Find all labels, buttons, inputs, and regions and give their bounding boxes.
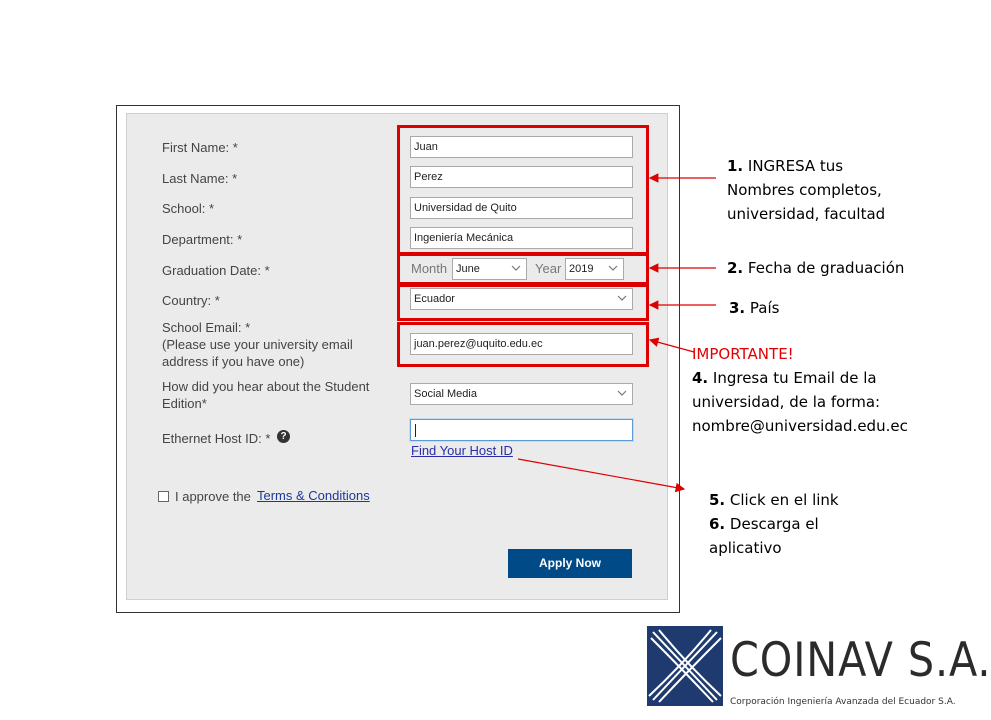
note-3-number: 3. <box>729 299 746 317</box>
country-value: Ecuador <box>414 293 455 305</box>
hear-about-label: How did you hear about the Student <box>162 379 370 394</box>
last-name-label: Last Name: * <box>162 171 238 186</box>
month-label: Month <box>411 261 448 276</box>
note-4-text: Ingresa tu Email de la <box>708 369 877 387</box>
terms-link[interactable]: Terms & Conditions <box>257 488 370 503</box>
month-value: June <box>456 263 480 275</box>
coinav-logo-mark <box>647 626 723 706</box>
note-5-number: 5. <box>709 491 726 509</box>
note-4-text: universidad, de la forma: <box>692 393 881 411</box>
apply-now-button[interactable]: Apply Now <box>508 549 632 578</box>
note-2 <box>727 256 904 280</box>
graduation-date-label: Graduation Date: * <box>162 263 270 278</box>
hear-about-label: Edition* <box>162 396 207 411</box>
note-4 <box>692 342 908 438</box>
note-1-text: Nombres completos, <box>727 181 882 199</box>
note-2-number: 2. <box>727 259 744 277</box>
school-email-label: School Email: * <box>162 320 251 335</box>
note-1 <box>727 154 885 226</box>
department-input[interactable]: Ingeniería Mecánica <box>410 227 633 249</box>
note-3 <box>729 296 779 320</box>
coinav-tagline: Corporación Ingeniería Avanzada del Ecuador S.A. <box>730 697 956 707</box>
school-input[interactable]: Universidad de Quito <box>410 197 633 219</box>
hear-about-value: Social Media <box>414 388 477 400</box>
department-label: Department: * <box>162 232 243 247</box>
coinav-logo-icon <box>647 626 723 706</box>
year-value: 2019 <box>569 263 594 275</box>
note-5-6 <box>709 488 839 560</box>
note-1-number: 1. <box>727 157 744 175</box>
school-email-hint: address if you have one) <box>162 354 305 369</box>
school-email-input[interactable]: juan.perez@uquito.edu.ec <box>410 333 633 355</box>
first-name-label: First Name: * <box>162 140 238 155</box>
note-4-important: IMPORTANTE! <box>692 345 794 363</box>
note-6-text: Descarga el <box>725 515 819 533</box>
year-label: Year <box>535 261 562 276</box>
school-email-hint: (Please use your university email <box>162 337 353 352</box>
note-6-text: aplicativo <box>709 539 782 557</box>
note-1-text: INGRESA tus <box>743 157 844 175</box>
note-5-text: Click en el link <box>725 491 839 509</box>
last-name-input[interactable]: Perez <box>410 166 633 188</box>
note-6-number: 6. <box>709 515 726 533</box>
country-label: Country: * <box>162 293 220 308</box>
host-id-label: Ethernet Host ID: * <box>162 431 271 446</box>
note-4-text: nombre@universidad.edu.ec <box>692 417 908 435</box>
find-host-id-link[interactable]: Find Your Host ID <box>411 443 513 458</box>
coinav-logo-text: COINAV S.A. <box>730 633 991 688</box>
school-label: School: * <box>162 201 215 216</box>
note-3-text: País <box>745 299 780 317</box>
note-4-number: 4. <box>692 369 709 387</box>
note-1-text: universidad, facultad <box>727 205 886 223</box>
first-name-input[interactable]: Juan <box>410 136 633 158</box>
note-2-text: Fecha de graduación <box>743 259 905 277</box>
approve-label: I approve the <box>175 489 251 504</box>
help-circle-icon[interactable]: ? <box>277 430 290 443</box>
